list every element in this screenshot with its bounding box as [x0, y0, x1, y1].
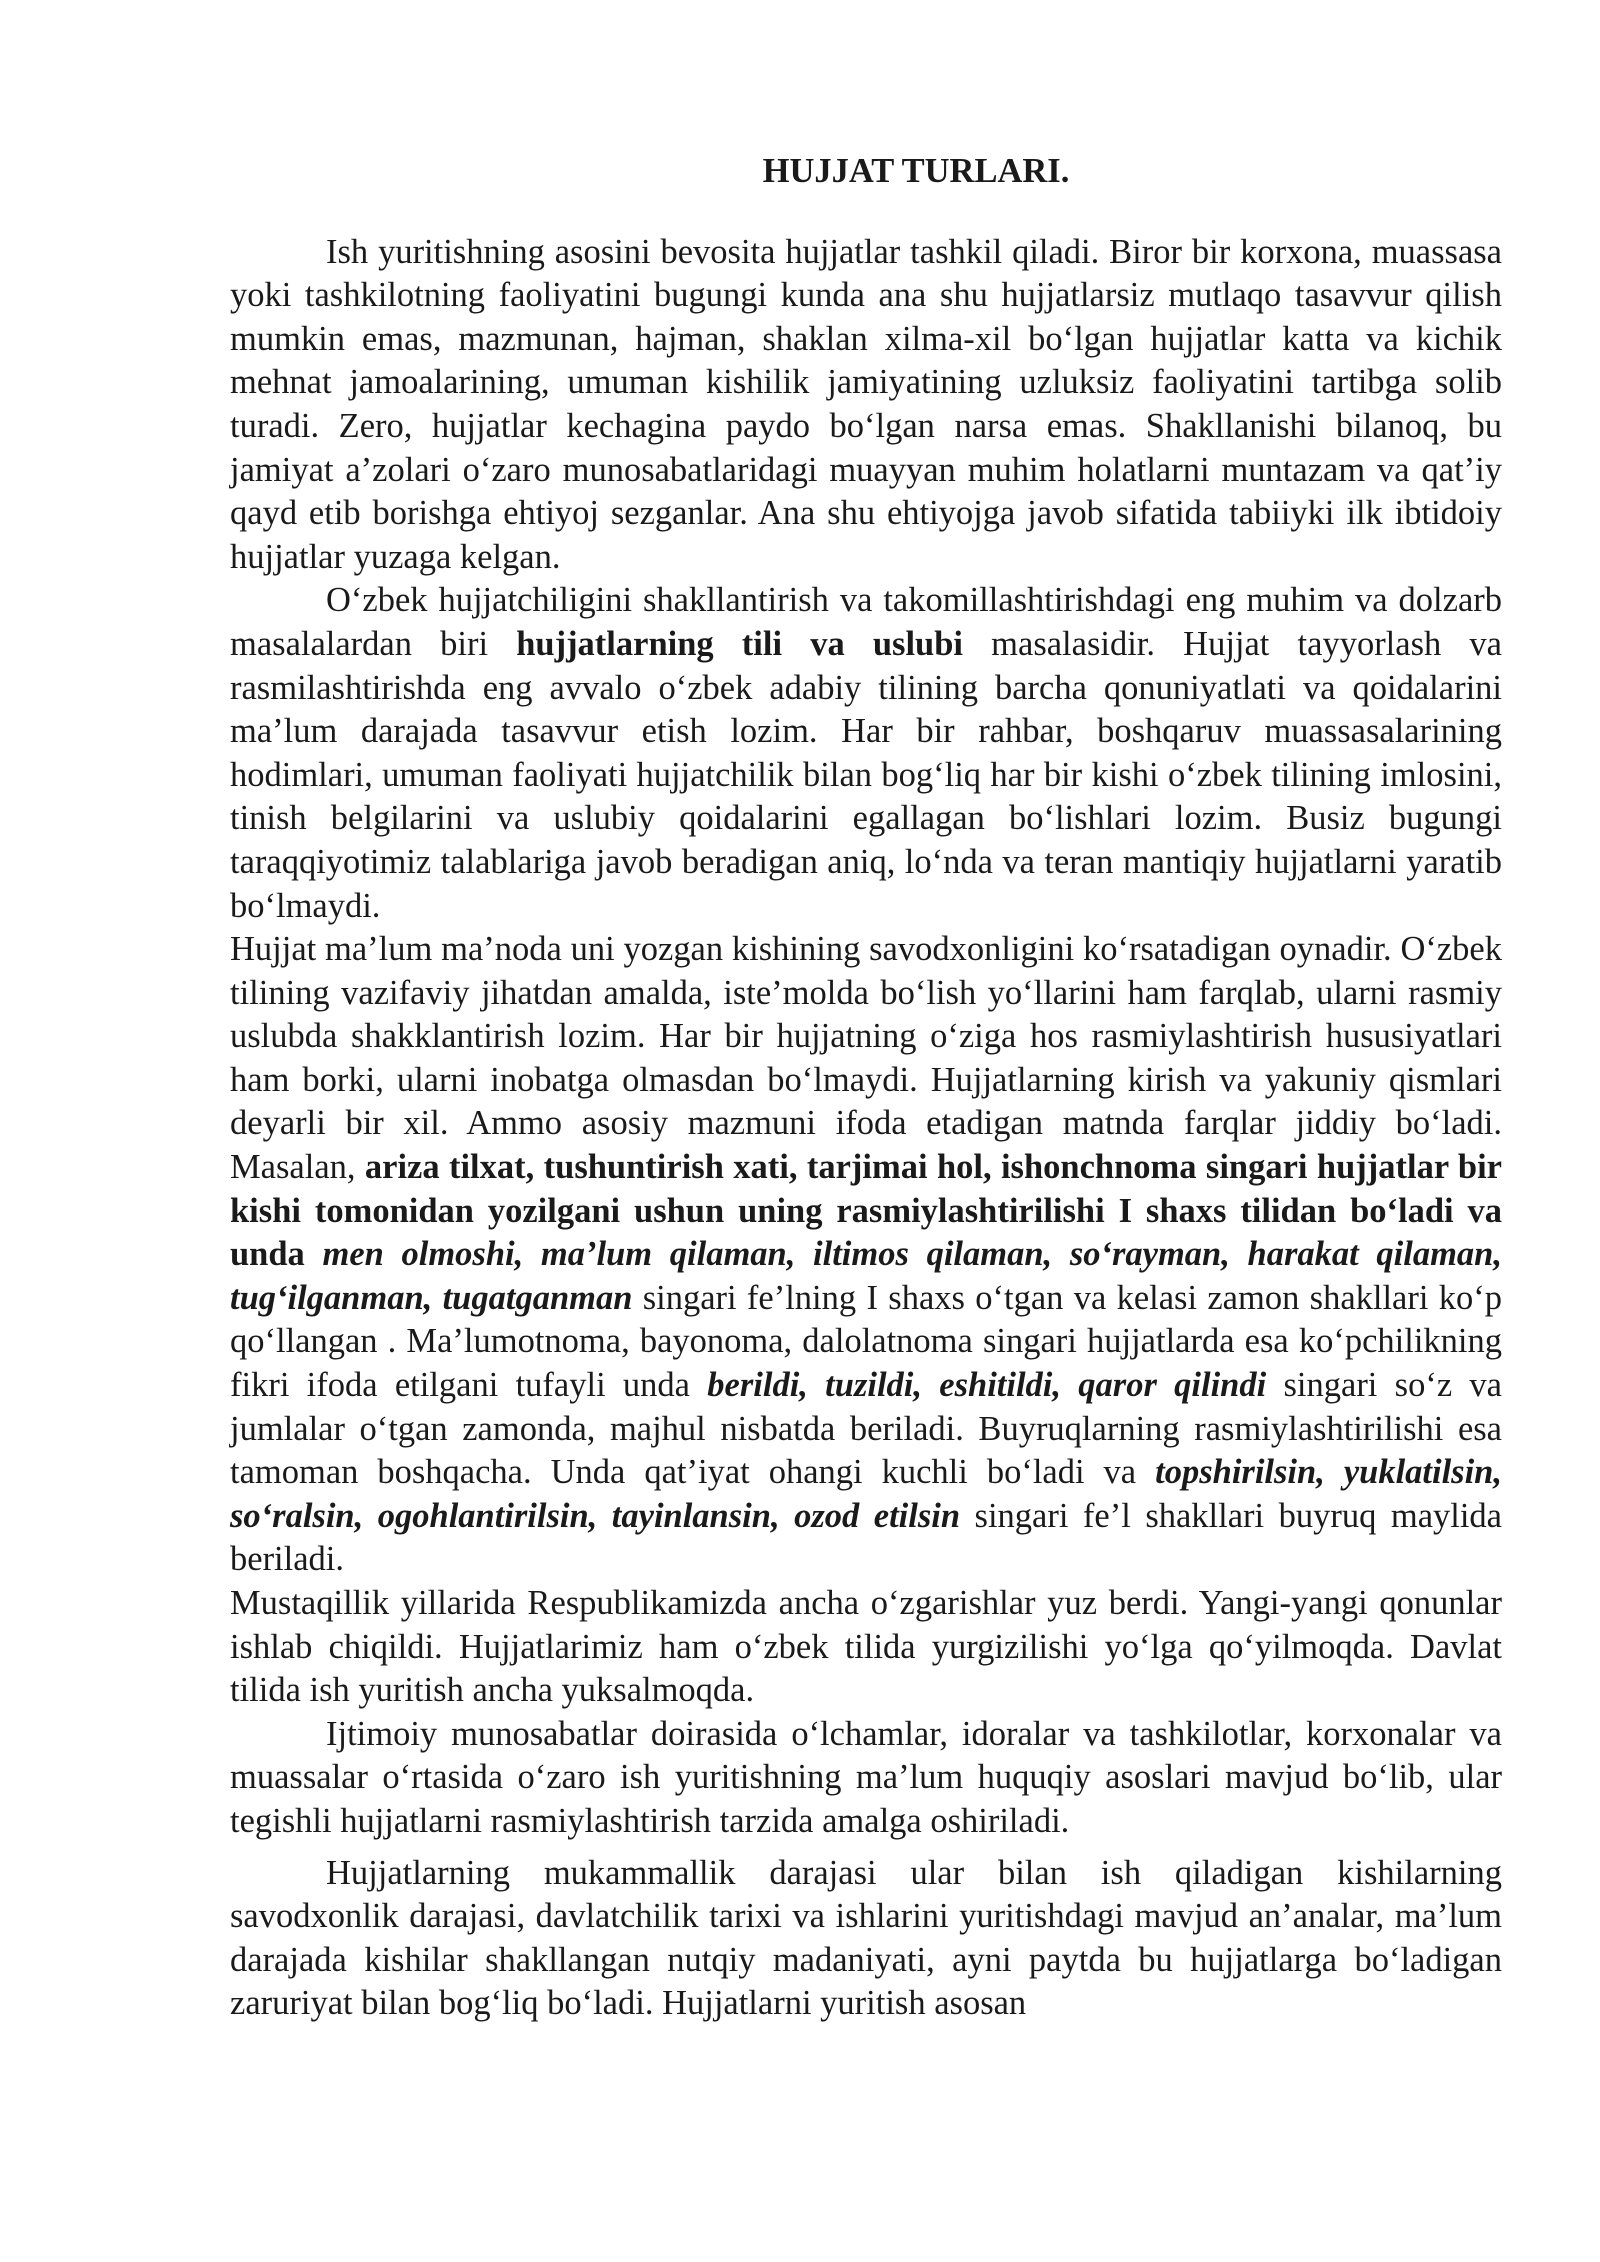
text-run: singari so‘z va jumlalar o‘tgan zamonda, majhul nisbatda beriladi. Buyruqlarning rasmiylashtirilishi esa tamoman boshqacha. Unda qat’iyat ohangi kuchli bo‘ladi va [230, 1366, 1502, 1492]
paragraph [230, 928, 1502, 1582]
emphasized-text: men olmoshi, ma’lum qilaman, iltimos qilaman, so‘rayman, harakat qilaman, tug‘ilganman, tugatganman [230, 1235, 1502, 1317]
paragraph [230, 1852, 1502, 2026]
text-run: masalasidir. Hujjat tayyorlash va rasmilashtirishda eng avvalo o‘zbek adabiy tilining barcha qonuniyatlati va qoidalarini ma’lum darajada tasavvur etish lozim. Har bir rahbar, boshqaruv muassasalarining hodimlari, umuman faoliyati hujjatchilik bilan bog‘liq har bir kishi o‘zbek tilining imlosini, tinish belgilarini va uslubiy qoidalarini egallagan bo‘lishlari lozim. Busiz bugungi taraqqiyotimiz talablariga javob beradigan aniq, lo‘nda va teran mantiqiy hujjatlarni yaratib bo‘lmaydi. [230, 624, 1502, 925]
document-page [230, 150, 1502, 2026]
emphasized-text: hujjatlarning tili va uslubi [516, 624, 964, 663]
document-body [230, 231, 1502, 2026]
text-run: singari fe’l shakllari buyruq maylida beriladi. [230, 1496, 1502, 1579]
paragraph [230, 231, 1502, 580]
emphasized-text: topshirilsin, yuklatilsin, so‘ralsin, ogohlantirilsin, tayinlansin, ozod etilsin [230, 1453, 1502, 1535]
paragraph [230, 579, 1502, 928]
paragraph [230, 1713, 1502, 1844]
document-title: HUJJAT TURLARI. [762, 152, 1070, 190]
text-run: Mustaqillik yillarida Respublikamizda ancha o‘zgarishlar yuz berdi. Yangi-yangi qonunlar ishlab chiqildi. Hujjatlarimiz ham o‘zbek tilida yurgizilishi yo‘lga qo‘yilmoqda. Davlat tilida ish yuritish ancha yuksalmoqda. [230, 1584, 1502, 1710]
text-run: Hujjatlarning mukammallik darajasi ular bilan ish qiladigan kishilarning savodxonlik darajasi, davlatchilik tarixi va ishlarini yuritishdagi mavjud an’analar, ma’lum darajada kishilar shakllangan nutqiy madaniyati, ayni paytda bu hujjatlarga bo‘ladigan zaruriyat bilan bog‘liq bo‘ladi. Hujjatlarni yuritish asosan [230, 1853, 1502, 2023]
paragraph [230, 1582, 1502, 1713]
text-run: Ijtimoiy munosabatlar doirasida o‘lchamlar, idoralar va tashkilotlar, korxonalar va muassalar o‘rtasida o‘zaro ish yuritishning ma’lum huquqiy asoslari mavjud bo‘lib, ular tegishli hujjatlarni rasmiylashtirish tarzida amalga oshiriladi. [230, 1714, 1502, 1840]
text-run: singari fe’lning I shaxs o‘tgan va kelasi zamon shakllari ko‘p qo‘llangan . Ma’lumotnoma, bayonoma, dalolatnoma singari hujjatlarda esa ko‘pchilikning fikri ifoda etilgani tufayli unda [230, 1278, 1502, 1405]
emphasized-text: berildi, tuzildi, eshitildi, qaror qilindi [707, 1366, 1267, 1405]
emphasized-text: ariza tilxat, tushuntirish xati, tarjimai hol, ishonchnoma singari hujjatlar bir kishi tomonidan yozilgani ushun uning rasmiylashtirilishi I shaxs tilidan bo‘ladi va unda [230, 1148, 1502, 1274]
text-run: Hujjat ma’lum ma’noda uni yozgan kishining savodxonligini ko‘rsatadigan oynadir. O‘zbek tilining vazifaviy jihatdan amalda, iste’molda bo‘lish yo‘llarini ham farqlab, ularni rasmiy uslubda shakklantirish lozim. Har bir hujjatning o‘ziga hos rasmiylashtirish hususiyatlari ham borki, ularni inobatga olmasdan bo‘lmaydi. Hujjatlarning kirish va yakuniy qismlari deyarli bir xil. Ammo asosiy mazmuni ifoda etadigan matnda farqlar jiddiy bo‘ladi. Masalan, [230, 930, 1502, 1187]
text-run: Ish yuritishning asosini bevosita hujjatlar tashkil qiladi. Biror bir korxona, muassasa yoki tashkilotning faoliyatini bugungi kunda ana shu hujjatlarsiz mutlaqo tasavvur qilish mumkin emas, mazmunan, hajman, shaklan xilma-xil bo‘lgan hujjatlar katta va kichik mehnat jamoalarining, umuman kishilik jamiyatining uzluksiz faoliyatini tartibga solib turadi. Zero, hujjatlar kechagina paydo bo‘lgan narsa emas. Shakllanishi bilanoq, bu jamiyat a’zolari o‘zaro munosabatlaridagi muayyan muhim holatlarni muntazam va qat’iy qayd etib borishga ehtiyoj sezganlar. Ana shu ehtiyojga javob sifatida tabiiyki ilk ibtidoiy hujjatlar yuzaga kelgan. [230, 232, 1502, 576]
text-run: O‘zbek hujjatchiligini shakllantirish va takomillashtirishdagi eng muhim va dolzarb masalalardan biri [230, 581, 1502, 663]
